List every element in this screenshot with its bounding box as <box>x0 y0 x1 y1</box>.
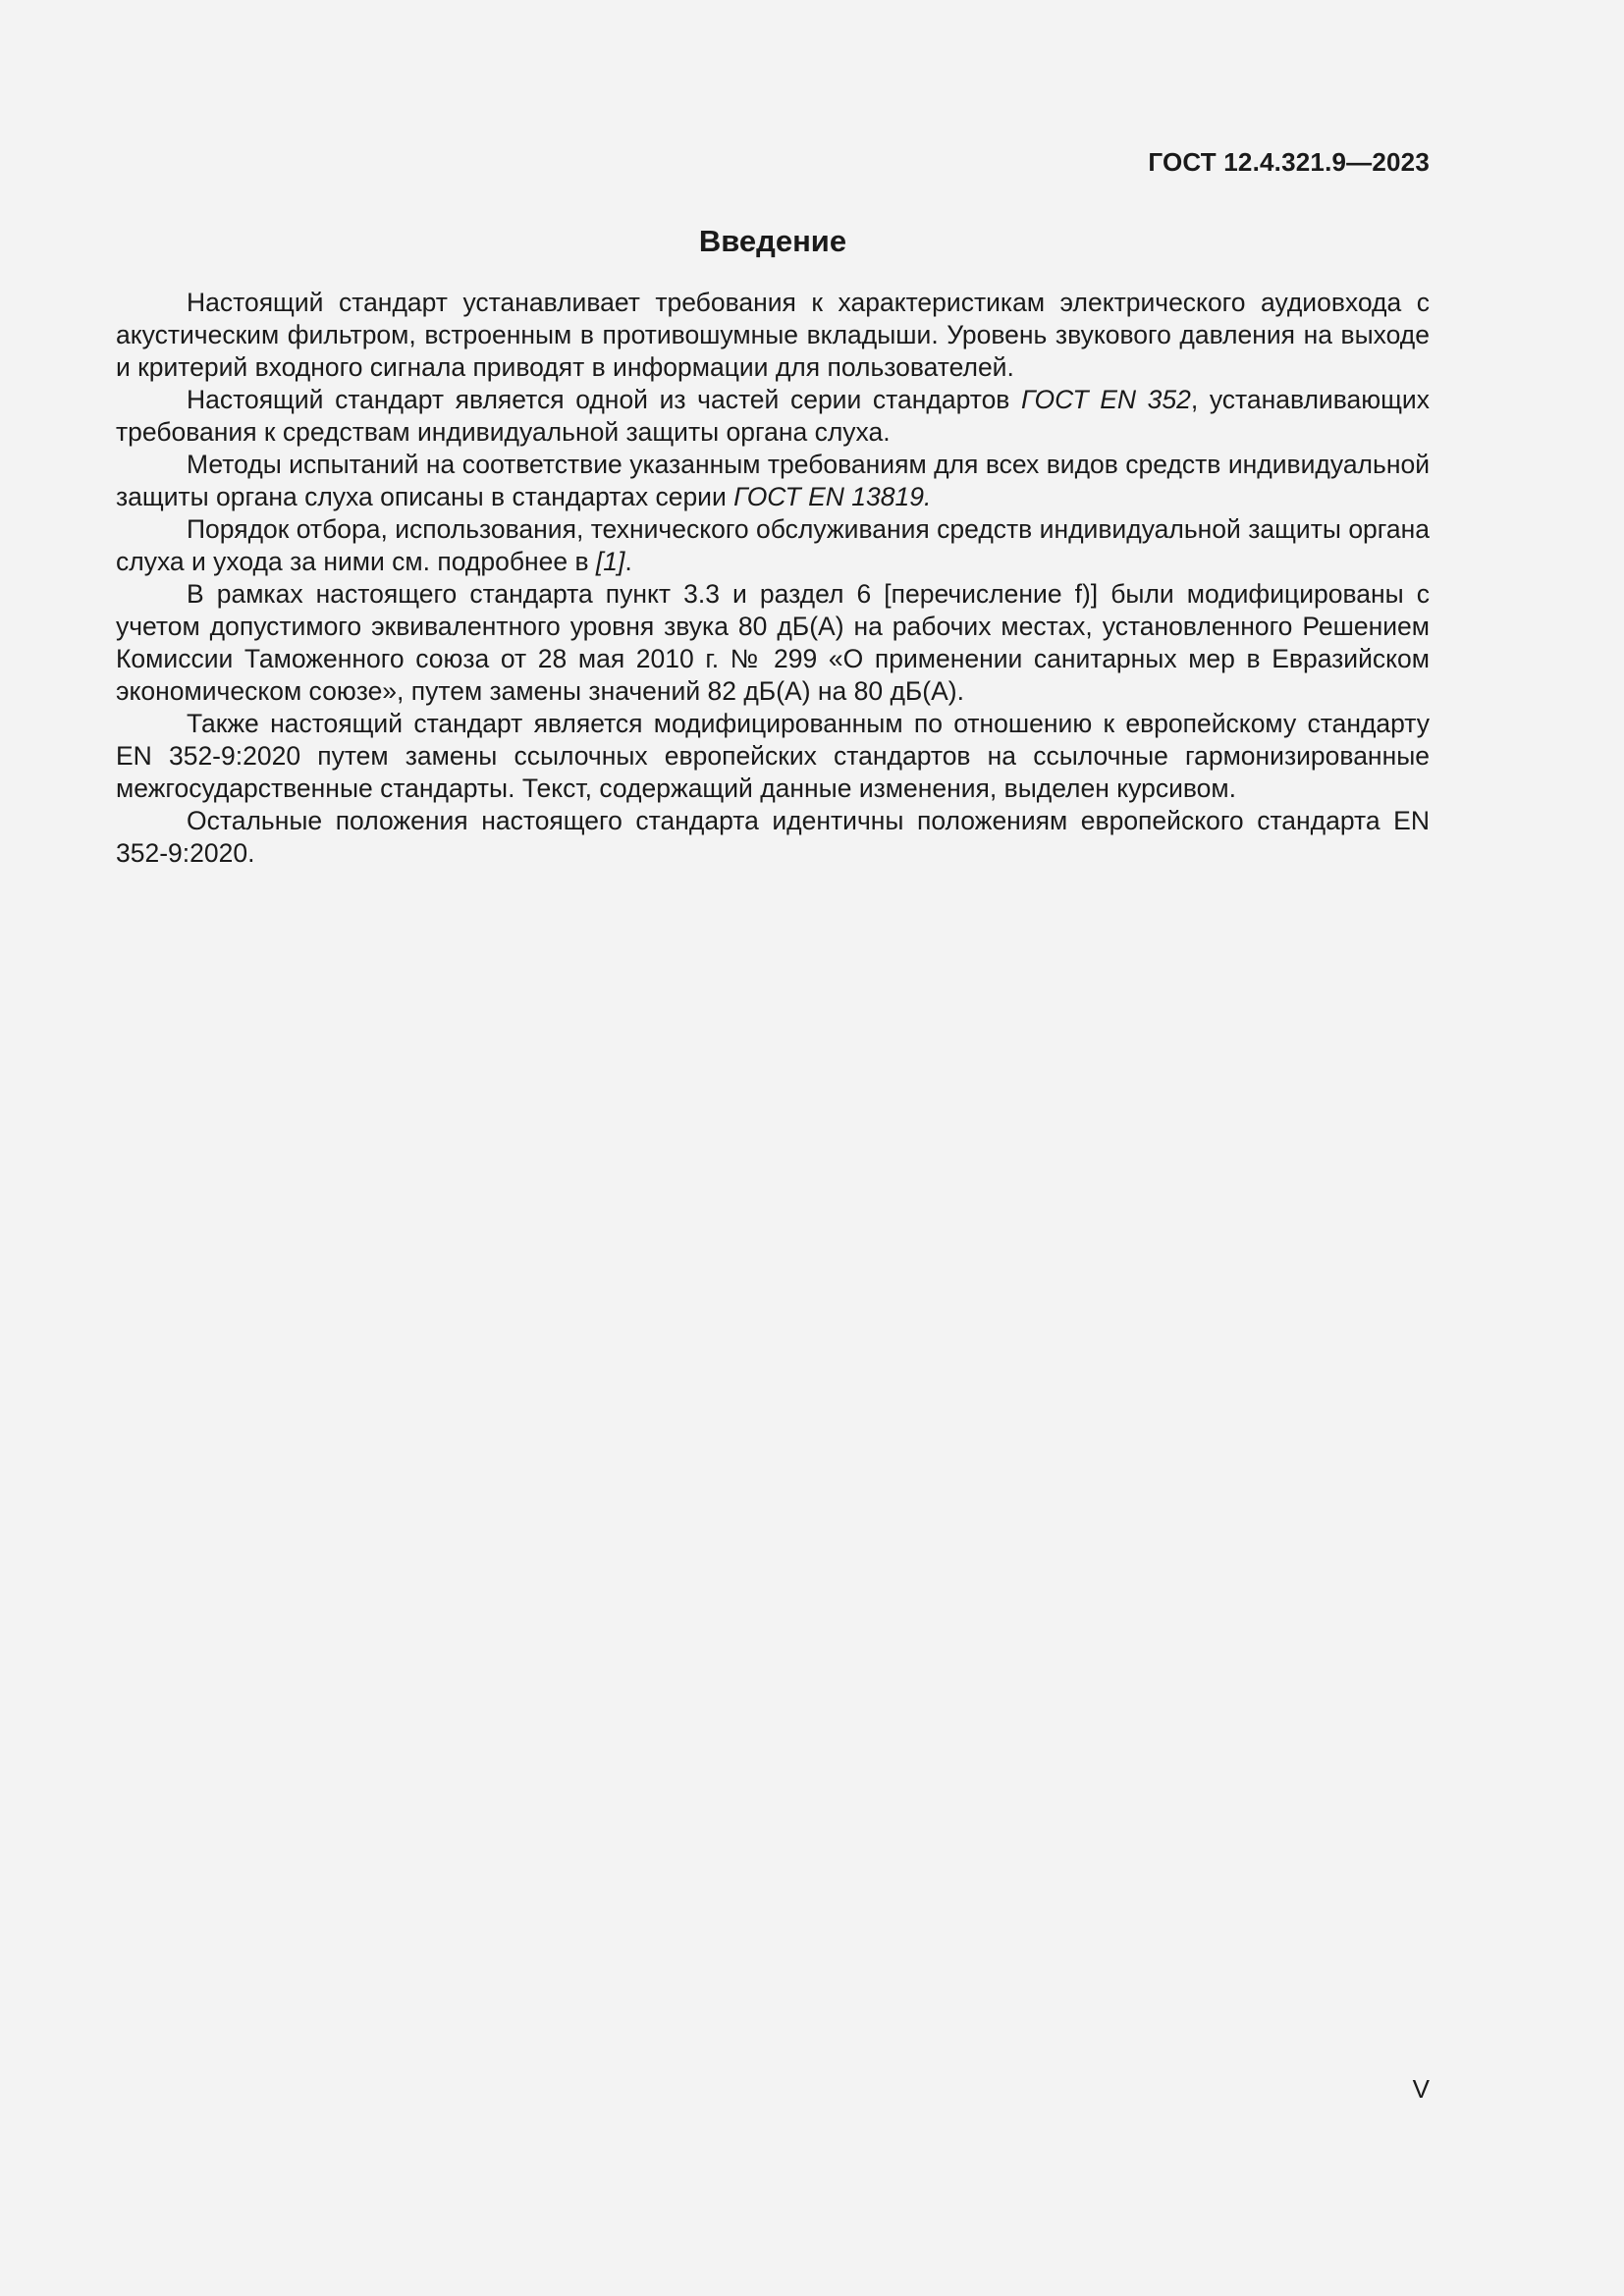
paragraph-text: Также настоящий стандарт является модифицированным по отношению к европейскому стандарту EN 352-9:2020 путем замены ссылочных европейских стандартов на ссылочные гармонизированные межгосударственные стандарты. Текст, содержащий данные изменения, выделен курсивом. <box>116 709 1430 803</box>
paragraph-modified-relation <box>116 708 1430 805</box>
standard-reference: ГОСТ EN 352 <box>1021 385 1191 414</box>
page-number: V <box>1412 2074 1430 2104</box>
standard-reference: ГОСТ EN 13819. <box>733 482 932 511</box>
paragraph-series <box>116 384 1430 449</box>
paragraph-identical-provisions <box>116 805 1430 870</box>
paragraph-text: Порядок отбора, использования, технического обслуживания средств индивидуальной защиты органа слуха и ухода за ними см. подробнее в <box>116 514 1430 576</box>
paragraph-modifications <box>116 578 1430 708</box>
paragraph-text: Настоящий стандарт устанавливает требования к характеристикам электрического аудиовхода с акустическим фильтром, встроенным в противошумные вкладыши. Уровень звукового давления на выходе и критерий входного сигнала приводят в информации для пользователей. <box>116 288 1430 382</box>
paragraph-text: В рамках настоящего стандарта пункт 3.3 и раздел 6 [перечисление f)] были модифицированы с учетом допустимого эквивалентного уровня звука 80 дБ(А) на рабочих местах, установленного Решением Комиссии Таможенного союза от 28 мая 2010 г. № 299 «О применении санитарных мер в Евразийском экономическом союзе», путем замены значений 82 дБ(А) на 80 дБ(А). <box>116 579 1430 706</box>
document-code: ГОСТ 12.4.321.9—2023 <box>1148 147 1430 177</box>
paragraph-text: Остальные положения настоящего стандарта идентичны положениям европейского стандарта EN 352-9:2020. <box>116 806 1430 868</box>
paragraph-text: Методы испытаний на соответствие указанным требованиям для всех видов средств индивидуальной защиты органа слуха описаны в стандартах серии <box>116 450 1430 511</box>
bibliography-reference: [1] <box>595 547 625 576</box>
paragraph-text: . <box>624 547 632 576</box>
paragraph-text: Настоящий стандарт является одной из частей серии стандартов <box>187 385 1021 414</box>
paragraph-usage <box>116 513 1430 578</box>
paragraph-test-methods <box>116 449 1430 513</box>
introduction-body <box>116 287 1430 870</box>
paragraph-scope <box>116 287 1430 384</box>
paragraph-text: , устанавливающих требования к средствам индивидуальной защиты органа слуха. <box>116 385 1430 447</box>
section-title: Введение <box>698 224 847 258</box>
